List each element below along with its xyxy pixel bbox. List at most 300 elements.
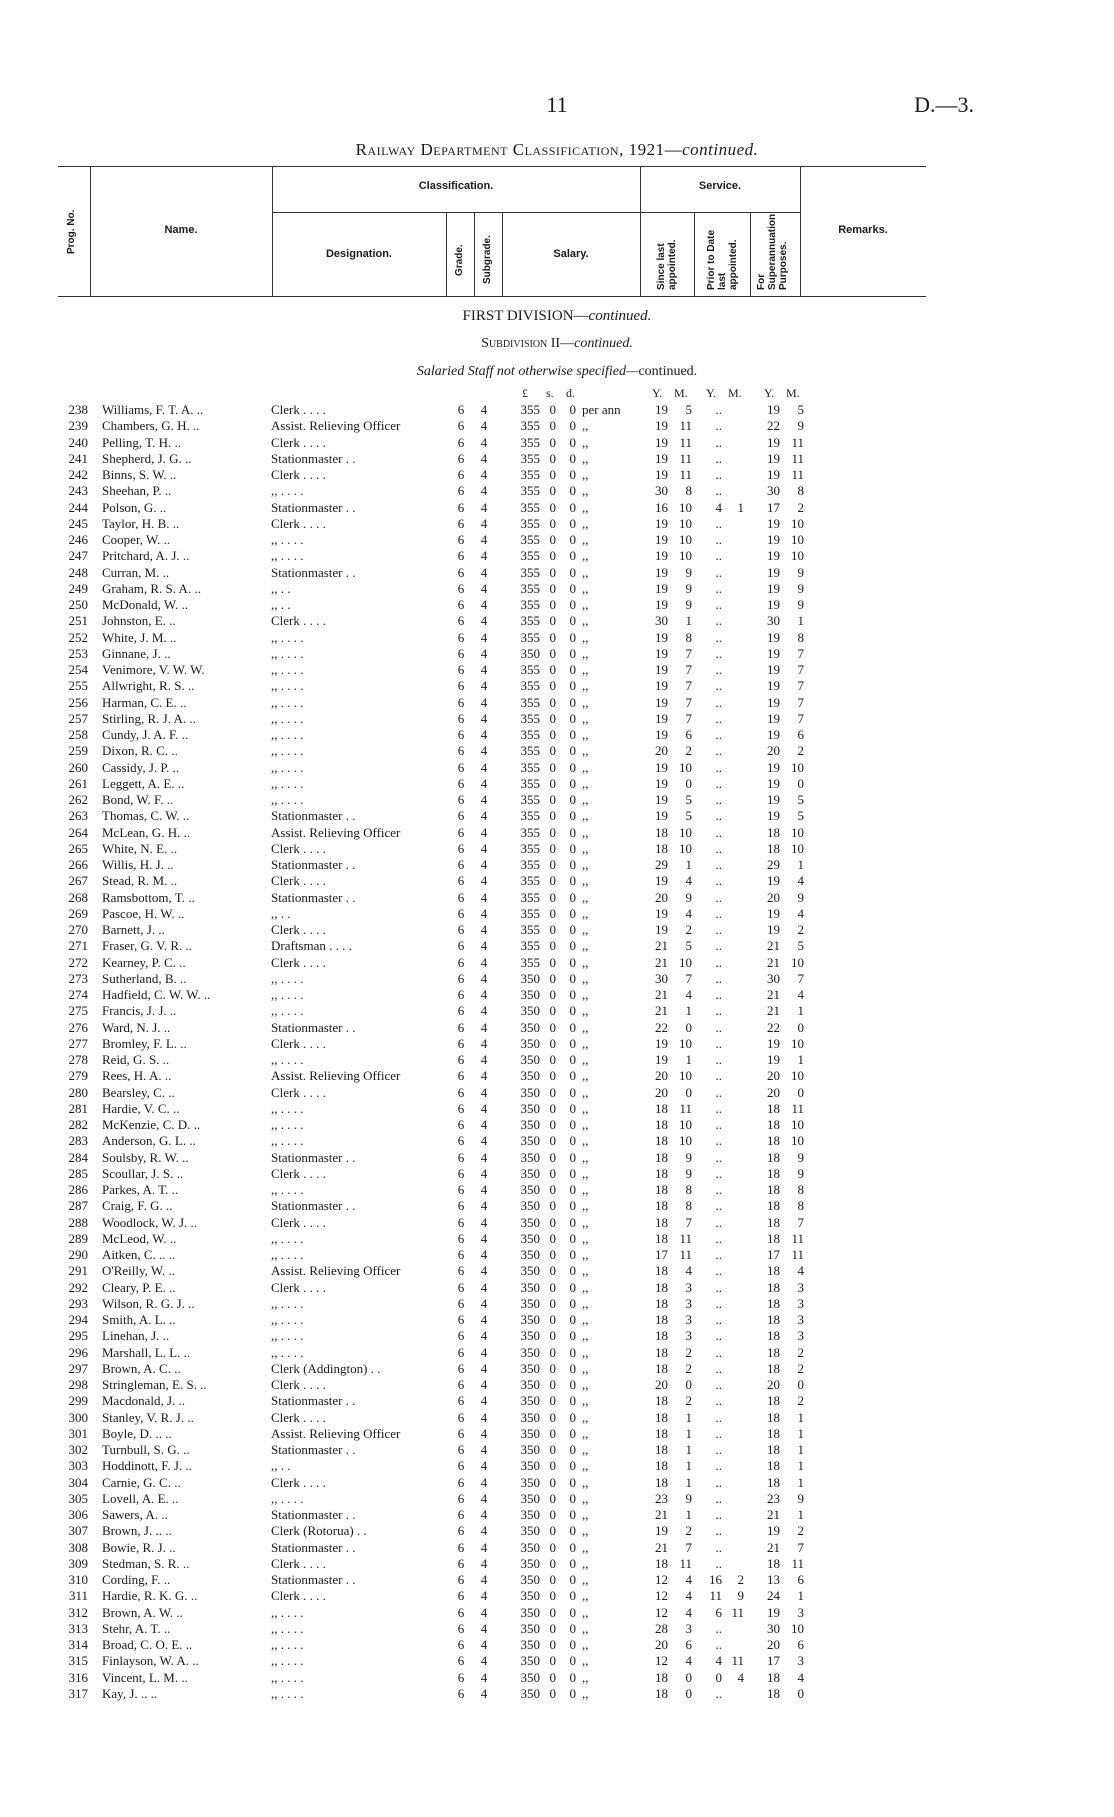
prior-months: 4 [737, 1669, 744, 1685]
subgrade: 4 [480, 1393, 488, 1409]
grade: 6 [457, 1669, 465, 1685]
prior-years: .. [715, 873, 722, 889]
prior-years: .. [715, 1084, 722, 1100]
since-last-months: 9 [685, 1149, 692, 1165]
salary-pence: 0 [569, 434, 576, 450]
super-years: 19 [767, 402, 780, 417]
salary-pence: 0 [569, 970, 576, 986]
salary-pence: 0 [569, 1279, 576, 1295]
staff-name: Soulsby, R. W. .. [102, 1149, 189, 1165]
staff-name: Ginnane, J. .. [102, 645, 171, 661]
super-years: 18 [767, 1393, 780, 1409]
grade: 6 [457, 1247, 465, 1262]
table-row [0, 792, 1114, 808]
designation: ,, . . . . [271, 792, 304, 807]
super-months: 7 [797, 694, 804, 710]
grade: 6 [457, 824, 465, 840]
since-last-months: 11 [679, 434, 692, 450]
staff-name: Vincent, L. M. .. [102, 1669, 188, 1685]
salary-period: ,, [582, 759, 589, 775]
designation: Clerk . . . . [271, 434, 326, 450]
super-years: 19 [767, 515, 780, 531]
staff-name: Polson, G. .. [102, 499, 167, 515]
designation: ,, . . . . [271, 1490, 304, 1506]
since-last-years: 12 [655, 1572, 668, 1587]
grade: 6 [457, 922, 465, 937]
since-last-months: 7 [685, 662, 692, 677]
prior-years: 4 [715, 499, 722, 515]
salary-shillings: 0 [549, 1604, 556, 1620]
table-row [0, 922, 1114, 938]
subgrade: 4 [480, 710, 488, 726]
super-years: 19 [767, 710, 780, 726]
grade: 6 [457, 1377, 465, 1392]
grade: 6 [457, 1117, 465, 1132]
salary-pence: 0 [569, 922, 576, 937]
salary-shillings: 0 [549, 467, 556, 482]
salary-pence: 0 [569, 808, 576, 824]
table-row [0, 516, 1114, 532]
since-last-years: 16 [655, 499, 668, 515]
since-last-months: 0 [685, 1084, 692, 1100]
table-row [0, 1198, 1114, 1214]
header-grade: Grade. [454, 244, 465, 276]
grade: 6 [457, 710, 465, 726]
subgrade: 4 [480, 792, 488, 807]
prior-years: .. [715, 1295, 722, 1311]
since-last-years: 18 [655, 1279, 668, 1295]
subgrade: 4 [480, 402, 488, 417]
prog-no: 276 [68, 1019, 88, 1035]
staff-name: Hadfield, C. W. W. .. [102, 987, 211, 1002]
since-last-months: 2 [685, 922, 692, 937]
grade: 6 [457, 1279, 465, 1295]
designation: ,, . . . . [271, 1295, 304, 1311]
super-years: 18 [767, 1669, 780, 1685]
subgrade: 4 [480, 1052, 488, 1067]
staff-name: Cording, F. .. [102, 1572, 171, 1587]
super-years: 18 [767, 1149, 780, 1165]
staff-name: Macdonald, J. .. [102, 1393, 186, 1409]
prog-no: 298 [68, 1377, 88, 1392]
designation: Stationmaster . . [271, 450, 356, 466]
since-last-years: 19 [655, 759, 668, 775]
category-cont: continued. [638, 364, 698, 379]
salary-pence: 0 [569, 483, 576, 499]
staff-name: Woodlock, W. J. .. [102, 1214, 198, 1230]
salary-pence: 0 [569, 1052, 576, 1067]
prog-no: 311 [68, 1588, 88, 1604]
grade: 6 [457, 1572, 465, 1587]
staff-name: Sutherland, B. .. [102, 970, 187, 986]
staff-name: McKenzie, C. D. .. [102, 1117, 201, 1132]
salary-period: ,, [582, 1637, 589, 1652]
salary-pence: 0 [569, 564, 576, 580]
salary-pounds: 355 [520, 775, 540, 791]
super-years: 20 [767, 1637, 780, 1652]
since-last-years: 18 [655, 1685, 668, 1701]
staff-name: Pascoe, H. W. .. [102, 905, 185, 921]
salary-period: ,, [582, 1230, 589, 1246]
super-years: 19 [767, 873, 780, 889]
salary-period: ,, [582, 710, 589, 726]
salary-period: ,, [582, 922, 589, 937]
designation: Clerk . . . . [271, 1035, 326, 1051]
salary-pounds: 350 [520, 1474, 540, 1490]
subgrade: 4 [480, 1165, 488, 1181]
salary-pence: 0 [569, 1669, 576, 1685]
subgrade: 4 [480, 515, 488, 531]
subgrade: 4 [480, 1133, 488, 1149]
designation: ,, . . . . [271, 1685, 304, 1701]
salary-pounds: 350 [520, 1604, 540, 1620]
salary-pounds: 350 [520, 1588, 540, 1604]
prior-years: .. [715, 1328, 722, 1344]
staff-name: Stehr, A. T. .. [102, 1620, 171, 1636]
super-months: 2 [797, 1360, 804, 1376]
super-months: 11 [791, 467, 804, 482]
prior-years: .. [715, 987, 722, 1002]
salary-shillings: 0 [549, 402, 556, 417]
subgrade: 4 [480, 1084, 488, 1100]
table-row [0, 711, 1114, 727]
prog-no: 263 [68, 808, 88, 824]
staff-name: Willis, H. J. .. [102, 857, 174, 872]
salary-period: ,, [582, 1474, 589, 1490]
grade: 6 [457, 1425, 465, 1441]
since-last-years: 18 [655, 1117, 668, 1132]
super-months: 5 [797, 792, 804, 807]
table-row [0, 1215, 1114, 1231]
super-years: 18 [767, 1100, 780, 1116]
since-last-months: 10 [679, 954, 692, 970]
super-years: 21 [767, 987, 780, 1002]
super-months: 1 [797, 1442, 804, 1457]
designation: ,, . . . . [271, 1100, 304, 1116]
grade: 6 [457, 564, 465, 580]
since-last-years: 28 [655, 1620, 668, 1636]
prior-years: .. [715, 1052, 722, 1067]
super-months: 9 [797, 418, 804, 434]
header-for-super: For Superannuation Purposes. [756, 213, 789, 290]
super-years: 19 [767, 597, 780, 612]
grade: 6 [457, 840, 465, 856]
super-months: 6 [797, 1637, 804, 1652]
header-salary: Salary. [553, 248, 589, 260]
designation: ,, . . . . [271, 1230, 304, 1246]
subgrade: 4 [480, 727, 488, 742]
super-years: 18 [767, 1214, 780, 1230]
salary-pounds: 350 [520, 1279, 540, 1295]
super-years: 19 [767, 1052, 780, 1067]
since-last-years: 19 [655, 710, 668, 726]
table-row [0, 1263, 1114, 1279]
salary-pence: 0 [569, 548, 576, 564]
salary-period: ,, [582, 824, 589, 840]
subdivision-heading [0, 336, 1114, 352]
grade: 6 [457, 873, 465, 889]
prog-no: 308 [68, 1539, 88, 1555]
prog-no: 316 [68, 1669, 88, 1685]
super-years: 18 [767, 1165, 780, 1181]
super-years: 18 [767, 824, 780, 840]
since-last-years: 19 [655, 434, 668, 450]
super-years: 30 [767, 1620, 780, 1636]
grade: 6 [457, 1312, 465, 1327]
since-last-years: 18 [655, 1263, 668, 1279]
since-last-years: 18 [655, 1555, 668, 1571]
salary-pounds: 350 [520, 1312, 540, 1327]
super-months: 10 [791, 1035, 804, 1051]
salary-pounds: 355 [520, 938, 540, 954]
subgrade: 4 [480, 1588, 488, 1604]
since-last-months: 6 [685, 727, 692, 742]
super-months: 4 [797, 873, 804, 889]
super-months: 11 [791, 1100, 804, 1116]
subgrade: 4 [480, 873, 488, 889]
salary-period: ,, [582, 727, 589, 742]
prior-months: 9 [737, 1588, 744, 1604]
prog-no: 240 [68, 434, 88, 450]
prior-years: .. [715, 710, 722, 726]
prior-years: .. [715, 1637, 722, 1652]
staff-name: Ward, N. J. .. [102, 1019, 171, 1035]
salary-pounds: 350 [520, 1165, 540, 1181]
prior-years: .. [715, 1149, 722, 1165]
super-months: 3 [797, 1328, 804, 1344]
grade: 6 [457, 1295, 465, 1311]
since-last-years: 18 [655, 1393, 668, 1409]
salary-pounds: 355 [520, 954, 540, 970]
super-years: 30 [767, 970, 780, 986]
salary-period: ,, [582, 1458, 589, 1474]
staff-name: Graham, R. S. A. .. [102, 580, 201, 596]
table-row [0, 500, 1114, 516]
super-months: 8 [797, 1198, 804, 1214]
salary-shillings: 0 [549, 1442, 556, 1457]
salary-shillings: 0 [549, 873, 556, 889]
prog-no: 256 [68, 694, 88, 710]
super-years: 18 [767, 1685, 780, 1701]
prog-no: 285 [68, 1165, 88, 1181]
salary-shillings: 0 [549, 515, 556, 531]
table-row [0, 1426, 1114, 1442]
designation: Stationmaster . . [271, 1507, 356, 1522]
prior-years: .. [715, 1523, 722, 1539]
prior-years: .. [715, 434, 722, 450]
grade: 6 [457, 1523, 465, 1539]
unit-months: M. [674, 386, 688, 400]
super-months: 6 [797, 1572, 804, 1587]
grade: 6 [457, 1507, 465, 1522]
designation: ,, . . . . [271, 1669, 304, 1685]
unit-pence: d. [566, 386, 575, 400]
since-last-years: 12 [655, 1653, 668, 1669]
since-last-months: 11 [679, 1555, 692, 1571]
grade: 6 [457, 678, 465, 694]
since-last-months: 1 [685, 1003, 692, 1019]
prog-no: 242 [68, 467, 88, 482]
since-last-months: 4 [685, 987, 692, 1002]
super-years: 19 [767, 678, 780, 694]
subgrade: 4 [480, 1198, 488, 1214]
super-months: 10 [791, 532, 804, 547]
staff-name: Pritchard, A. J. .. [102, 548, 190, 564]
salary-shillings: 0 [549, 1003, 556, 1019]
prior-years: .. [715, 1474, 722, 1490]
prog-no: 297 [68, 1360, 88, 1376]
grade: 6 [457, 694, 465, 710]
subgrade: 4 [480, 1458, 488, 1474]
salary-period: ,, [582, 1588, 589, 1604]
table-row [0, 971, 1114, 987]
prior-years: .. [715, 1377, 722, 1392]
salary-shillings: 0 [549, 613, 556, 629]
since-last-years: 29 [655, 857, 668, 872]
subgrade: 4 [480, 1507, 488, 1522]
super-years: 19 [767, 645, 780, 661]
prog-no: 284 [68, 1149, 88, 1165]
prior-years: .. [715, 1539, 722, 1555]
prior-months: 1 [737, 499, 744, 515]
super-months: 6 [797, 727, 804, 742]
header-designation: Designation. [325, 248, 392, 260]
salary-shillings: 0 [549, 1490, 556, 1506]
salary-period: ,, [582, 1133, 589, 1149]
salary-pence: 0 [569, 1539, 576, 1555]
table-row [0, 1588, 1114, 1604]
super-years: 18 [767, 1555, 780, 1571]
prior-years: .. [715, 1620, 722, 1636]
since-last-months: 4 [685, 1588, 692, 1604]
subgrade: 4 [480, 1328, 488, 1344]
prog-no: 303 [68, 1458, 88, 1474]
designation: ,, . . . . [271, 710, 304, 726]
salary-pounds: 350 [520, 1393, 540, 1409]
designation: Clerk . . . . [271, 840, 326, 856]
super-years: 30 [767, 613, 780, 629]
table-row [0, 1653, 1114, 1669]
salary-shillings: 0 [549, 1344, 556, 1360]
super-months: 4 [797, 905, 804, 921]
since-last-months: 8 [685, 1198, 692, 1214]
designation: ,, . . . . [271, 1620, 304, 1636]
staff-name: Stanley, V. R. J. .. [102, 1409, 194, 1425]
since-last-years: 20 [655, 889, 668, 905]
subgrade: 4 [480, 483, 488, 499]
table-row [0, 955, 1114, 971]
salary-pounds: 350 [520, 1425, 540, 1441]
salary-period: ,, [582, 483, 589, 499]
staff-name: Fraser, G. V. R. .. [102, 938, 193, 954]
salary-period: ,, [582, 515, 589, 531]
salary-shillings: 0 [549, 1555, 556, 1571]
grade: 6 [457, 1588, 465, 1604]
salary-pounds: 350 [520, 1133, 540, 1149]
super-months: 9 [797, 1165, 804, 1181]
prog-no: 291 [68, 1263, 88, 1279]
table-row [0, 483, 1114, 499]
salary-period: ,, [582, 1572, 589, 1587]
subgrade: 4 [480, 1247, 488, 1262]
since-last-months: 7 [685, 694, 692, 710]
prog-no: 252 [68, 629, 88, 645]
designation: ,, . . . . [271, 1604, 304, 1620]
salary-pounds: 355 [520, 873, 540, 889]
super-months: 1 [797, 1003, 804, 1019]
subgrade: 4 [480, 1523, 488, 1539]
designation: Clerk . . . . [271, 954, 326, 970]
super-years: 21 [767, 938, 780, 954]
designation: Stationmaster . . [271, 499, 356, 515]
subgrade: 4 [480, 1377, 488, 1392]
designation: ,, . . . . [271, 1247, 304, 1262]
prior-years: .. [715, 775, 722, 791]
designation: Assist. Relieving Officer [271, 418, 401, 434]
designation: ,, . . . . [271, 1052, 304, 1067]
prior-years: .. [715, 857, 722, 872]
prior-years: 11 [709, 1588, 722, 1604]
staff-name: Kearney, P. C. .. [102, 954, 186, 970]
prior-years: .. [715, 580, 722, 596]
prog-no: 265 [68, 840, 88, 856]
salary-shillings: 0 [549, 1214, 556, 1230]
salary-shillings: 0 [549, 1133, 556, 1149]
staff-name: Carnie, G. C. .. [102, 1474, 181, 1490]
super-years: 19 [767, 727, 780, 742]
grade: 6 [457, 1474, 465, 1490]
salary-shillings: 0 [549, 792, 556, 807]
prog-no: 306 [68, 1507, 88, 1522]
salary-period: ,, [582, 629, 589, 645]
salary-shillings: 0 [549, 1507, 556, 1522]
since-last-years: 20 [655, 1068, 668, 1084]
since-last-months: 1 [685, 1052, 692, 1067]
unit-years: Y. [652, 386, 663, 400]
salary-pence: 0 [569, 987, 576, 1002]
salary-pence: 0 [569, 1149, 576, 1165]
table-row [0, 1247, 1114, 1263]
designation: Stationmaster . . [271, 1019, 356, 1035]
table-row [0, 1523, 1114, 1539]
since-last-months: 7 [685, 710, 692, 726]
salary-period: ,, [582, 548, 589, 564]
salary-pounds: 350 [520, 1490, 540, 1506]
salary-pence: 0 [569, 840, 576, 856]
prior-years: .. [715, 938, 722, 954]
grade: 6 [457, 1003, 465, 1019]
grade: 6 [457, 1555, 465, 1571]
grade: 6 [457, 1685, 465, 1701]
salary-pence: 0 [569, 1377, 576, 1392]
super-years: 20 [767, 1084, 780, 1100]
subgrade: 4 [480, 775, 488, 791]
salary-pounds: 350 [520, 1539, 540, 1555]
prior-years: .. [715, 402, 722, 417]
subgrade: 4 [480, 1604, 488, 1620]
since-last-years: 21 [655, 1003, 668, 1019]
subgrade: 4 [480, 970, 488, 986]
staff-name: Ramsbottom, T. .. [102, 889, 195, 905]
salary-period: ,, [582, 1019, 589, 1035]
salary-period: ,, [582, 1198, 589, 1214]
super-months: 1 [797, 1425, 804, 1441]
since-last-months: 8 [685, 1182, 692, 1197]
staff-name: Craig, F. G. .. [102, 1198, 173, 1214]
salary-shillings: 0 [549, 840, 556, 856]
grade: 6 [457, 987, 465, 1002]
salary-pounds: 350 [520, 1247, 540, 1262]
